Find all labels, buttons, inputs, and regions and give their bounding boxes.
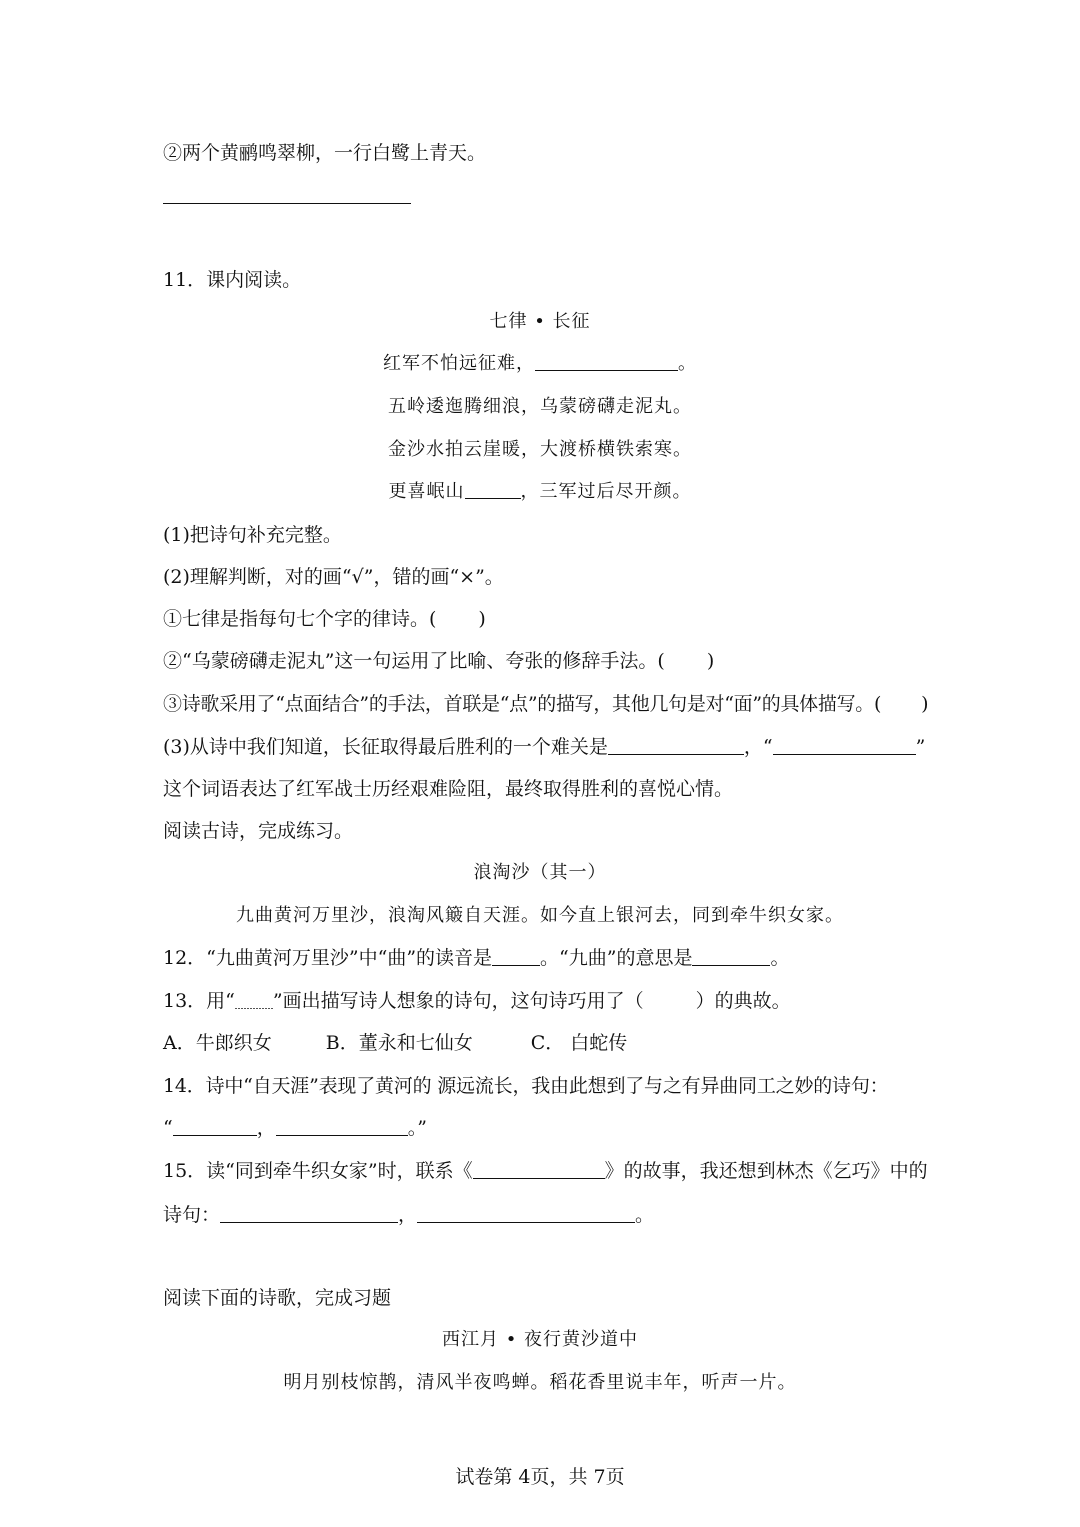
q11-judge-3 [163,691,928,717]
judge-3-text: ③诗歌采用了“点面结合”的手法，首联是“点”的描写，其他几句是对“面”的具体描写。( [163,693,882,715]
q14-end: 。” [407,1117,427,1139]
q15-line-2 [163,1202,654,1228]
q11-sub-3 [163,734,925,760]
q11-line4-end: ，三军过后尽开颜。 [520,481,692,502]
q11-sub-2: (2)理解判断，对的画“√”，错的画“×”。 [163,566,504,588]
q11-line1-text: 红军不怕远征难， [383,353,535,374]
q14-open: “ [163,1117,173,1139]
read2-poem-title: 浪淘沙（其一） [473,862,607,883]
read3-poem-title: 西江月 • 夜行黄沙道中 [441,1329,639,1350]
q12-text: 12．“九曲黄河万里沙”中“曲”的读音是 [163,947,493,969]
q12-blank-1[interactable] [492,947,540,966]
q11-poem-title: 七律 • 长征 [489,311,591,332]
wavy-line-icon [235,995,273,1009]
q12-end: 。 [770,947,790,969]
sub3-blank-1[interactable] [608,736,744,755]
q15-blank-3[interactable] [417,1204,635,1223]
q13 [163,988,791,1014]
q11-line1-end: 。 [678,353,697,374]
q11-line4-blank[interactable] [465,480,521,499]
q13-mid: ”画出描写诗人想象的诗句，这句诗巧用了（ [272,990,644,1012]
q14-blank-1[interactable] [173,1117,257,1136]
judge-2-close: ) [706,650,715,672]
option-a[interactable]: A．牛郎织女 [163,1032,272,1054]
sub3-sep: ，“ [743,736,773,758]
q11-judge-1 [163,606,486,632]
read2-intro: 阅读古诗，完成练习。 [163,820,354,842]
read3-poem-text: 明月别枝惊鹊，清风半夜鸣蝉。稻花香里说丰年，听声一片。 [283,1372,797,1393]
q15-l2-label: 诗句： [163,1204,221,1226]
sub3-blank-2[interactable] [773,736,916,755]
q15 [163,1158,928,1184]
q14-mid: ， [256,1117,276,1139]
q10-answer-line[interactable] [163,203,411,204]
q11-sub-1: (1)把诗句补充完整。 [163,524,342,546]
judge-1-text: ①七律是指每句七个字的律诗。( [163,608,437,630]
sub3-text: (3)从诗中我们知道，长征取得最后胜利的一个难关是 [163,736,608,758]
q12 [163,945,789,971]
q15-blank-2[interactable] [220,1204,398,1223]
q11-poem-line-3: 金沙水拍云崖暖，大渡桥横铁索寒。 [388,439,692,460]
q11-judge-2 [163,648,714,674]
q11-line4-text: 更喜岷山 [388,481,465,502]
q11-poem-line-1 [0,351,1080,377]
q12-blank-2[interactable] [692,947,770,966]
q10-item-2: ②两个黄鹂鸣翠柳，一行白鹭上青天。 [163,142,487,164]
q14-blank-2[interactable] [276,1117,408,1136]
sub3-close: ” [915,736,926,758]
q11-sub-3-line-2: 这个词语表达了红军战士历经艰难险阻，最终取得胜利的喜悦心情。 [163,778,734,800]
judge-1-close: ) [478,608,486,630]
q14-line-2 [163,1115,427,1141]
q15-l2-end: 。 [635,1204,655,1226]
option-c[interactable]: C． 白蛇传 [530,1032,628,1054]
option-b[interactable]: B．董永和七仙女 [325,1032,473,1054]
read2-poem-text: 九曲黄河万里沙，浪淘风簸自天涯。如今直上银河去，同到牵牛织女家。 [236,905,844,926]
q15-l2-sep: ， [398,1204,418,1226]
q13-end: ）的典故。 [695,990,791,1012]
read3-intro: 阅读下面的诗歌，完成习题 [163,1287,392,1309]
q11-heading: 11．课内阅读。 [163,269,302,291]
q15-blank-1[interactable] [473,1160,605,1179]
q11-poem-line-2: 五岭逶迤腾细浪，乌蒙磅礴走泥丸。 [388,396,692,417]
q11-poem-line-4 [0,479,1080,505]
judge-3-close: ) [921,693,929,715]
q15-mid: 》的故事，我还想到林杰《乞巧》中的 [604,1160,928,1182]
q13-options [163,1030,627,1056]
q14: 14．诗中“自天涯”表现了黄河的 源远流长，我由此想到了与之有异曲同工之妙的诗句： [163,1075,889,1097]
page-footer: 试卷第 4页，共 7页 [455,1466,625,1488]
judge-2-text: ②“乌蒙磅礴走泥丸”这一句运用了比喻、夸张的修辞手法。( [163,650,665,672]
q15-text: 15．读“同到牵牛织女家”时，联系《 [163,1160,473,1182]
q11-line1-blank[interactable] [535,352,678,371]
q12-mid: 。“九曲”的意思是 [540,947,693,969]
q13-text: 13．用“ [163,990,235,1012]
